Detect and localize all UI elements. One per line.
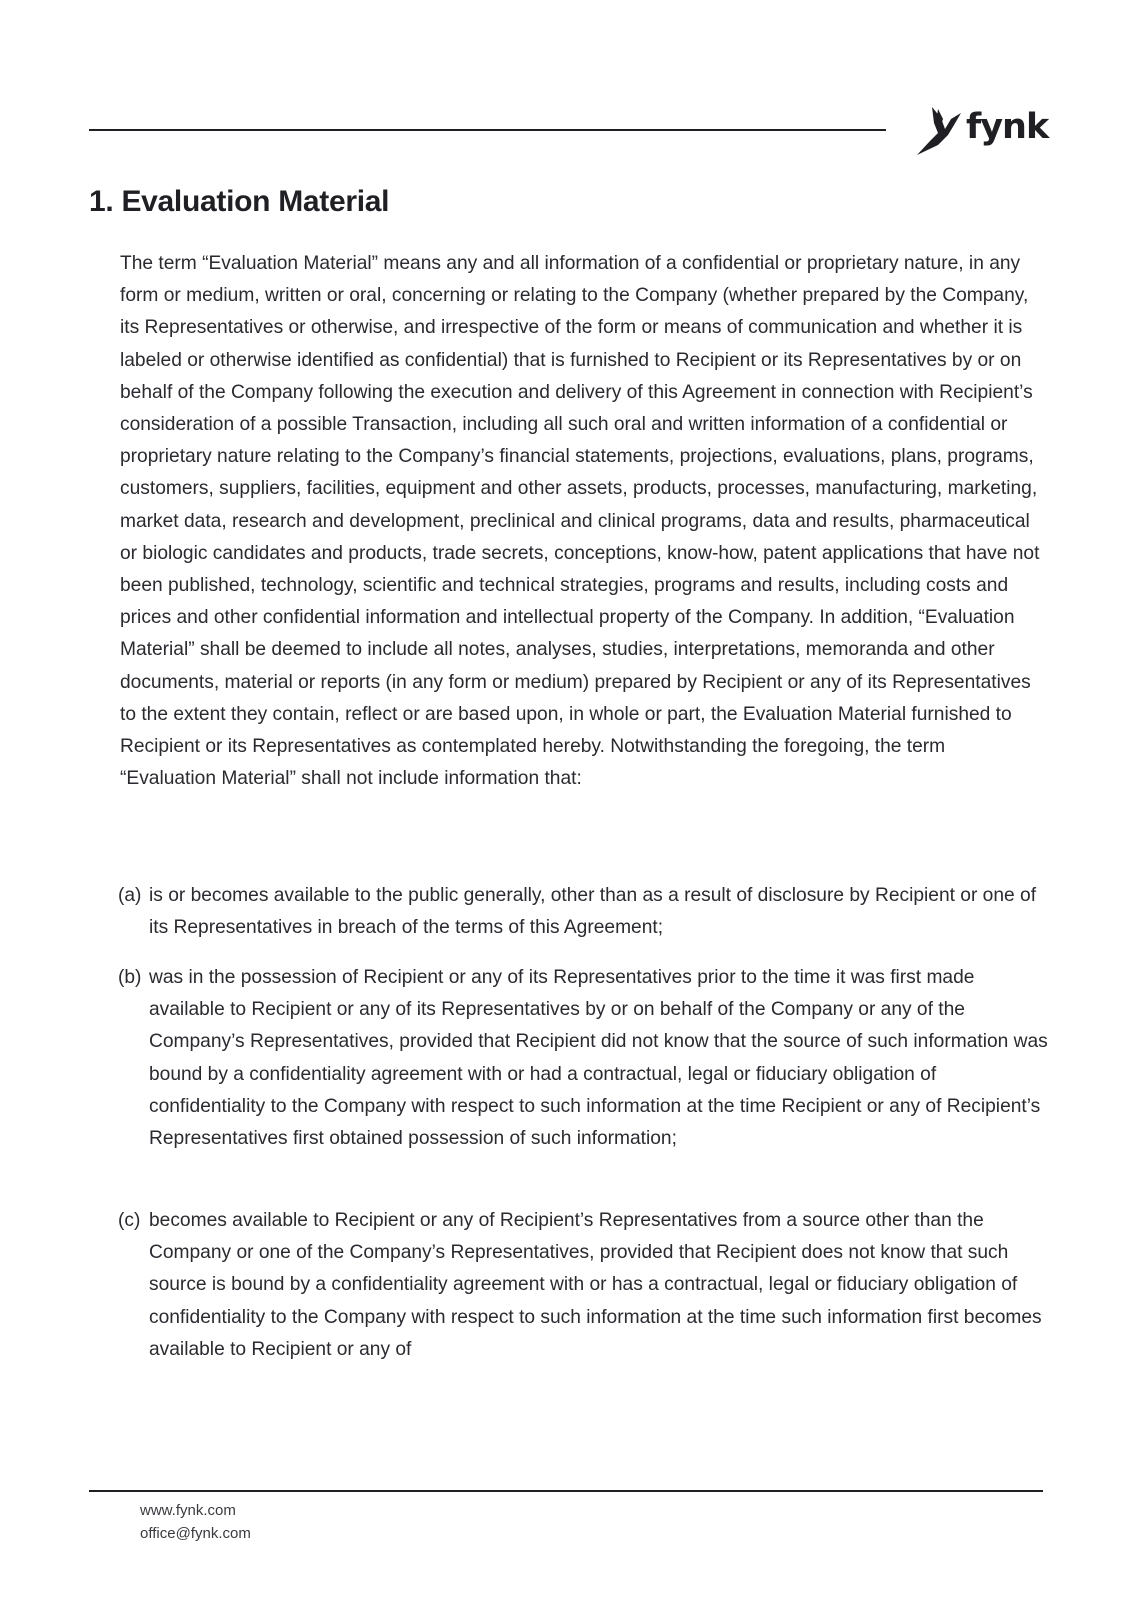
- list-item-a: [118, 880, 1048, 944]
- fynk-logo: [914, 103, 1049, 163]
- logo-wordmark: fynk: [966, 107, 1049, 147]
- list-marker-a: (a): [118, 885, 142, 906]
- footer-website: www.fynk.com: [140, 1502, 236, 1519]
- header-divider: [89, 129, 886, 131]
- list-text-a: is or becomes available to the public generally, other than as a result of disclosure by Recipient or one of its Representatives in breach of the terms of this Agreement;: [149, 885, 1037, 939]
- list-item-c: [118, 1205, 1048, 1366]
- list-text-c: becomes available to Recipient or any of Recipient’s Representatives from a source other than the Company or one of the Company’s Representatives, provided that Recipient does not know that such source is bound by a confidentiality agreement with or has a contractual, legal or fiduciary obligation of confidentiality to the Company with respect to such information at the time such information first becomes available to Recipient or any of: [149, 1210, 1042, 1360]
- list-item-b: [118, 962, 1048, 1155]
- section-title: 1. Evaluation Material: [89, 185, 390, 218]
- list-text-b: was in the possession of Recipient or any of its Representatives prior to the time it was first made available to Recipient or any of its Representatives by or on behalf of the Company or any of the Company’s Representatives, provided that Recipient did not know that the source of such information was bound by a confidentiality agreement with or had a contractual, legal or fiduciary obligation of confidentiality to the Company with respect to such information at the time Recipient or any of Recipient’s Representatives first obtained possession of such information;: [149, 967, 1048, 1150]
- definition-paragraph: The term “Evaluation Material” means any and all information of a confidential or proprietary nature, in any form or medium, written or oral, concerning or relating to the Company (whether prepared by the Company, its Representatives or otherwise, and irrespective of the form or means of communication and whether it is labeled or otherwise identified as confidential) that is furnished to Recipient or its Representatives by or on behalf of the Company following the execution and delivery of this Agreement in connection with Recipient’s consideration of a possible Transaction, including all such oral and written information of a confidential or proprietary nature relating to the Company’s financial statements, projections, evaluations, plans, programs, customers, suppliers, facilities, equipment and other assets, products, processes, manufacturing, marketing, market data, research and development, preclinical and clinical programs, data and results, pharmaceutical or biologic candidates and products, trade secrets, conceptions, know-how, patent applications that have not been published, technology, scientific and technical strategies, programs and results, including costs and prices and other confidential information and intellectual property of the Company. In addition, “Evaluation Material” shall be deemed to include all notes, analyses, studies, interpretations, memoranda and other documents, material or reports (in any form or medium) prepared by Recipient or any of its Representatives to the extent they contain, reflect or are based upon, in whole or part, the Evaluation Material furnished to Recipient or its Representatives as contemplated hereby. Notwithstanding the foregoing, the term “Evaluation Material” shall not include information that:: [120, 253, 1040, 790]
- fynk-bird-icon: [914, 103, 964, 157]
- footer-divider: [89, 1490, 1043, 1492]
- list-marker-b: (b): [118, 967, 142, 988]
- list-marker-c: (c): [118, 1210, 141, 1231]
- footer-email: office@fynk.com: [140, 1525, 251, 1542]
